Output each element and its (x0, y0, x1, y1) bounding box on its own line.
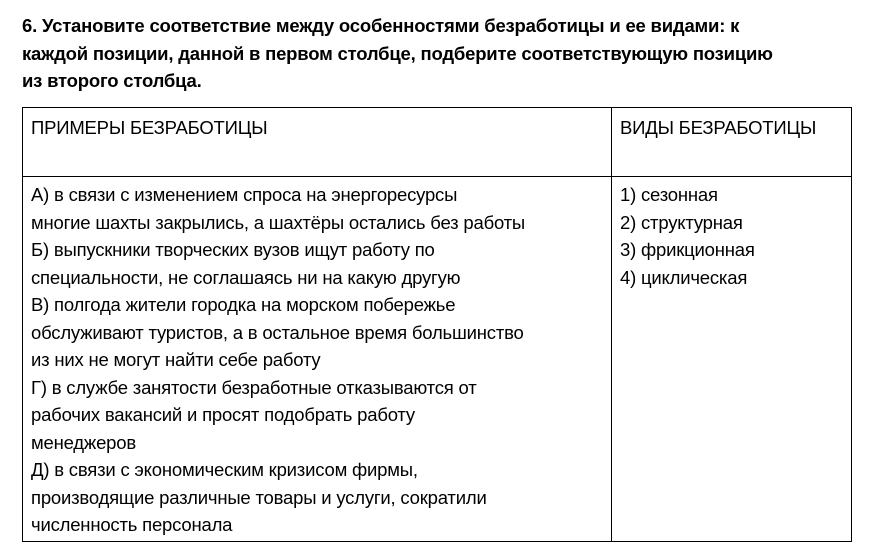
table-row (23, 177, 852, 542)
title-line: каждой позиции, данной в первом столбце, подберите соответствующую позицию (22, 42, 773, 64)
header-row (23, 108, 852, 177)
example-line: рабочих вакансий и просят подобрать работу (31, 404, 415, 425)
type-item: 2) структурная (620, 211, 743, 233)
matching-table (22, 107, 852, 542)
example-line: В) полгода жители городка на морском побережье (31, 294, 456, 315)
type-item: 3) фрикционная (620, 239, 755, 260)
example-line: численность персонала (31, 514, 233, 535)
type-item: 1) сезонная (620, 184, 718, 205)
example-line: многие шахты закрылись, а шахтёры остались без работы (31, 211, 526, 233)
example-line: Г) в службе занятости безработные отказываются от (31, 376, 477, 398)
types-cell (612, 177, 852, 542)
header-examples: ПРИМЕРЫ БЕЗРАБОТИЦЫ (23, 108, 612, 177)
task-title (22, 12, 872, 95)
example-line: А) в связи с изменением спроса на энергоресурсы (31, 184, 458, 205)
title-line: из второго столбца. (22, 70, 202, 91)
example-line: Б) выпускники творческих вузов ищут работу по (31, 239, 435, 260)
example-line: менеджеров (31, 431, 136, 453)
example-line: специальности, не соглашаясь ни на какую другую (31, 266, 461, 288)
example-line: Д) в связи с экономическим кризисом фирмы, (31, 459, 418, 480)
example-line: из них не могут найти себе работу (31, 349, 321, 370)
example-line: производящие различные товары и услуги, сократили (31, 486, 487, 508)
example-line: обслуживают туристов, а в остальное время большинство (31, 321, 524, 343)
type-item: 4) циклическая (620, 266, 748, 288)
header-types: ВИДЫ БЕЗРАБОТИЦЫ (612, 108, 852, 177)
examples-cell (23, 177, 612, 542)
title-line: 6. Установите соответствие между особенностями безработицы и ее видами: к (22, 15, 740, 36)
